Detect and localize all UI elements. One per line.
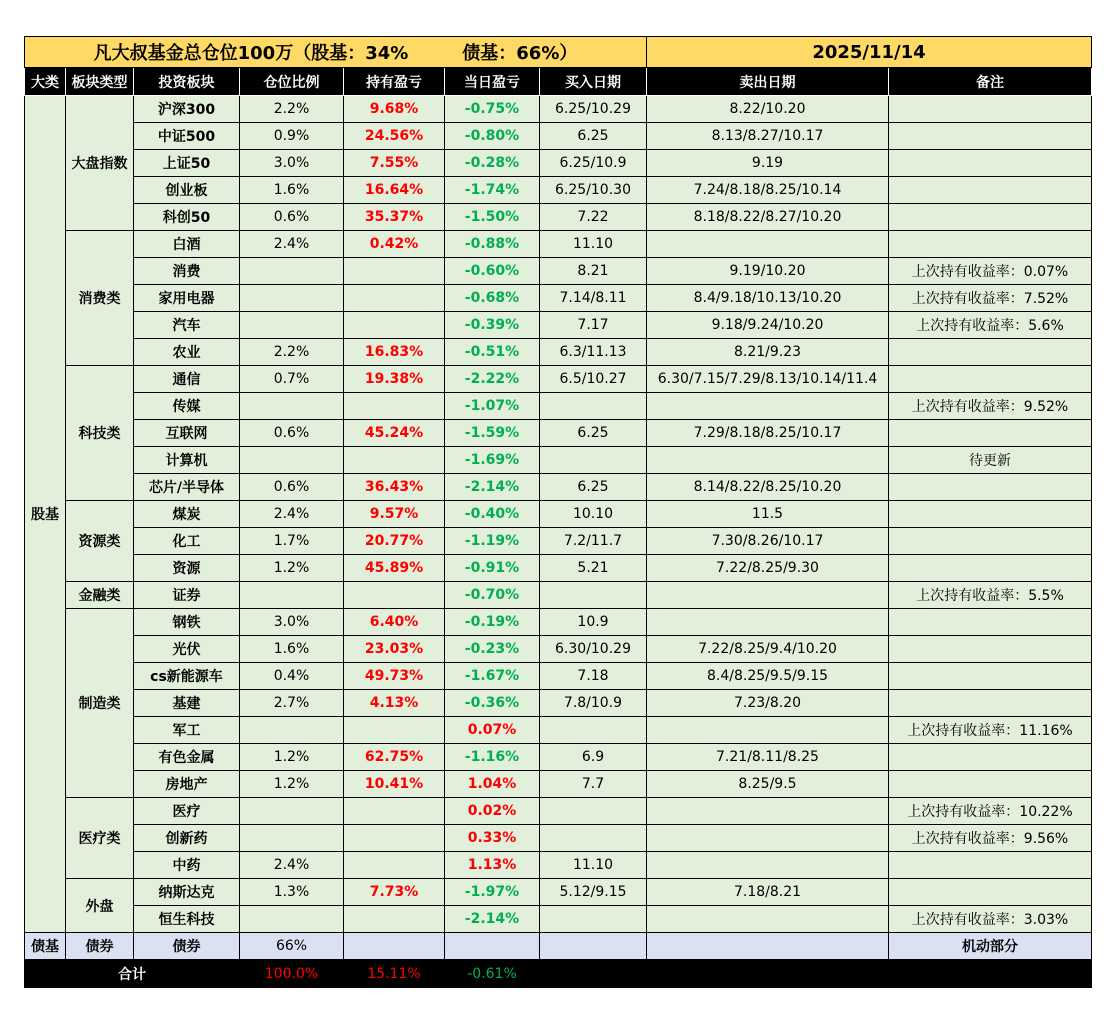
daily-pnl-cell: -1.69% xyxy=(445,447,540,474)
buy-date-cell: 5.12/9.15 xyxy=(540,879,647,906)
position-cell: 0.6% xyxy=(240,204,344,231)
table-row xyxy=(25,393,1092,420)
sell-date-cell: 7.24/8.18/8.25/10.14 xyxy=(647,177,889,204)
sector-cell: 基建 xyxy=(134,690,240,717)
total-empty xyxy=(540,960,1092,988)
sector-cell: 煤炭 xyxy=(134,501,240,528)
table-row xyxy=(25,366,1092,393)
daily-pnl-cell: -0.23% xyxy=(445,636,540,663)
header-holding-pnl: 持有盈亏 xyxy=(344,68,445,96)
buy-date-cell: 6.25/10.30 xyxy=(540,177,647,204)
daily-pnl-cell: -2.14% xyxy=(445,474,540,501)
table-row xyxy=(25,285,1092,312)
sell-date-cell: 7.18/8.21 xyxy=(647,879,889,906)
sector-cell: 沪深300 xyxy=(134,96,240,123)
holding-pnl-cell xyxy=(344,447,445,474)
header-category: 大类 xyxy=(25,68,66,96)
table-row xyxy=(25,420,1092,447)
sector-cell: 化工 xyxy=(134,528,240,555)
buy-date-cell: 7.18 xyxy=(540,663,647,690)
buy-date-cell xyxy=(540,393,647,420)
buy-date-cell: 11.10 xyxy=(540,231,647,258)
sector-type-cell: 消费类 xyxy=(66,231,134,366)
sell-date-cell: 7.23/8.20 xyxy=(647,690,889,717)
buy-date-cell: 10.10 xyxy=(540,501,647,528)
note-cell xyxy=(889,690,1092,717)
table-row xyxy=(25,663,1092,690)
note-cell: 上次持有收益率：9.56% xyxy=(889,825,1092,852)
sector-type-cell: 金融类 xyxy=(66,582,134,609)
table-row xyxy=(25,177,1092,204)
sector-type-cell: 医疗类 xyxy=(66,798,134,879)
buy-date-cell: 6.5/10.27 xyxy=(540,366,647,393)
daily-pnl-cell: 1.04% xyxy=(445,771,540,798)
sector-cell: 资源 xyxy=(134,555,240,582)
note-cell: 上次持有收益率：5.6% xyxy=(889,312,1092,339)
position-cell xyxy=(240,393,344,420)
sell-date-cell: 8.14/8.22/8.25/10.20 xyxy=(647,474,889,501)
sell-date-cell xyxy=(647,717,889,744)
holding-pnl-cell: 9.57% xyxy=(344,501,445,528)
sell-date-cell: 7.22/8.25/9.4/10.20 xyxy=(647,636,889,663)
sell-date-cell: 7.29/8.18/8.25/10.17 xyxy=(647,420,889,447)
header-position: 仓位比例 xyxy=(240,68,344,96)
note-cell xyxy=(889,555,1092,582)
daily-pnl-cell: -0.80% xyxy=(445,123,540,150)
sector-cell: 军工 xyxy=(134,717,240,744)
buy-date-cell: 6.9 xyxy=(540,744,647,771)
table-row xyxy=(25,474,1092,501)
header-row xyxy=(25,68,1092,96)
total-holding-pnl: 15.11% xyxy=(344,960,445,988)
holding-pnl-cell: 45.24% xyxy=(344,420,445,447)
bond-row xyxy=(25,933,1092,960)
table-row xyxy=(25,852,1092,879)
buy-date-cell: 5.21 xyxy=(540,555,647,582)
sell-date-cell xyxy=(647,609,889,636)
sector-cell: 汽车 xyxy=(134,312,240,339)
table-row xyxy=(25,555,1092,582)
table-row xyxy=(25,771,1092,798)
daily-pnl-cell: -0.88% xyxy=(445,231,540,258)
holding-pnl-cell xyxy=(344,906,445,933)
note-cell xyxy=(889,366,1092,393)
holding-pnl-cell xyxy=(344,393,445,420)
sell-date-cell: 8.25/9.5 xyxy=(647,771,889,798)
note-cell xyxy=(889,879,1092,906)
sell-date-cell xyxy=(647,798,889,825)
table-row xyxy=(25,609,1092,636)
holding-pnl-cell: 7.55% xyxy=(344,150,445,177)
position-cell: 2.2% xyxy=(240,96,344,123)
sector-type-cell: 资源类 xyxy=(66,501,134,582)
daily-pnl-cell: -0.40% xyxy=(445,501,540,528)
daily-pnl-cell: 0.07% xyxy=(445,717,540,744)
bond-position-cell: 66% xyxy=(240,933,344,960)
report-date: 2025/11/14 xyxy=(647,37,1092,68)
note-cell xyxy=(889,177,1092,204)
holding-pnl-cell xyxy=(344,285,445,312)
holding-pnl-cell xyxy=(344,258,445,285)
position-cell: 1.2% xyxy=(240,744,344,771)
holding-pnl-cell: 24.56% xyxy=(344,123,445,150)
daily-pnl-cell: -0.60% xyxy=(445,258,540,285)
table-row xyxy=(25,258,1092,285)
sector-cell: 钢铁 xyxy=(134,609,240,636)
sell-date-cell: 7.21/8.11/8.25 xyxy=(647,744,889,771)
buy-date-cell: 11.10 xyxy=(540,852,647,879)
table-row xyxy=(25,582,1092,609)
total-row xyxy=(25,960,1092,988)
buy-date-cell: 6.25 xyxy=(540,123,647,150)
buy-date-cell xyxy=(540,717,647,744)
sector-cell: 芯片/半导体 xyxy=(134,474,240,501)
sell-date-cell: 8.13/8.27/10.17 xyxy=(647,123,889,150)
note-cell: 上次持有收益率：0.07% xyxy=(889,258,1092,285)
table-row xyxy=(25,231,1092,258)
position-cell: 1.2% xyxy=(240,771,344,798)
daily-pnl-cell: -1.16% xyxy=(445,744,540,771)
daily-pnl-cell: 0.02% xyxy=(445,798,540,825)
header-daily-pnl: 当日盈亏 xyxy=(445,68,540,96)
holding-pnl-cell: 23.03% xyxy=(344,636,445,663)
daily-pnl-cell: -2.14% xyxy=(445,906,540,933)
daily-pnl-cell: -1.97% xyxy=(445,879,540,906)
position-cell: 2.4% xyxy=(240,231,344,258)
table-row xyxy=(25,204,1092,231)
note-cell xyxy=(889,150,1092,177)
buy-date-cell: 6.25 xyxy=(540,420,647,447)
position-cell: 1.6% xyxy=(240,636,344,663)
buy-date-cell: 7.8/10.9 xyxy=(540,690,647,717)
holding-pnl-cell: 20.77% xyxy=(344,528,445,555)
sector-cell: 创业板 xyxy=(134,177,240,204)
note-cell xyxy=(889,96,1092,123)
note-cell: 上次持有收益率：5.5% xyxy=(889,582,1092,609)
position-cell: 3.0% xyxy=(240,150,344,177)
note-cell xyxy=(889,528,1092,555)
note-cell xyxy=(889,420,1092,447)
sell-date-cell: 6.30/7.15/7.29/8.13/10.14/11.4 xyxy=(647,366,889,393)
daily-pnl-cell: -0.68% xyxy=(445,285,540,312)
daily-pnl-cell: -1.07% xyxy=(445,393,540,420)
holding-pnl-cell: 10.41% xyxy=(344,771,445,798)
note-cell xyxy=(889,204,1092,231)
table-row xyxy=(25,636,1092,663)
sector-type-cell: 外盘 xyxy=(66,879,134,933)
holding-pnl-cell: 16.83% xyxy=(344,339,445,366)
buy-date-cell: 7.22 xyxy=(540,204,647,231)
buy-date-cell: 6.25/10.9 xyxy=(540,150,647,177)
table-row xyxy=(25,825,1092,852)
note-cell xyxy=(889,609,1092,636)
position-cell: 0.4% xyxy=(240,663,344,690)
note-cell xyxy=(889,852,1092,879)
fund-position-table xyxy=(24,36,1092,988)
position-cell: 2.7% xyxy=(240,690,344,717)
table-row xyxy=(25,717,1092,744)
buy-date-cell xyxy=(540,825,647,852)
holding-pnl-cell xyxy=(344,717,445,744)
table-row xyxy=(25,501,1092,528)
daily-pnl-cell: -0.19% xyxy=(445,609,540,636)
sell-date-cell: 8.21/9.23 xyxy=(647,339,889,366)
position-cell xyxy=(240,906,344,933)
note-cell xyxy=(889,231,1092,258)
header-buy-date: 买入日期 xyxy=(540,68,647,96)
sector-cell: 计算机 xyxy=(134,447,240,474)
table-row xyxy=(25,879,1092,906)
note-cell xyxy=(889,771,1092,798)
sector-cell: 纳斯达克 xyxy=(134,879,240,906)
table-row xyxy=(25,906,1092,933)
note-cell xyxy=(889,339,1092,366)
holding-pnl-cell xyxy=(344,825,445,852)
table-row xyxy=(25,528,1092,555)
sector-cell: 恒生科技 xyxy=(134,906,240,933)
bond-type-cell: 债券 xyxy=(66,933,134,960)
position-cell: 0.6% xyxy=(240,420,344,447)
daily-pnl-cell: -0.75% xyxy=(445,96,540,123)
note-cell: 上次持有收益率：11.16% xyxy=(889,717,1092,744)
bond-sector-cell: 债券 xyxy=(134,933,240,960)
holding-pnl-cell: 62.75% xyxy=(344,744,445,771)
sell-date-cell xyxy=(647,906,889,933)
sell-date-cell xyxy=(647,582,889,609)
sector-cell: 创新药 xyxy=(134,825,240,852)
sector-cell: 家用电器 xyxy=(134,285,240,312)
position-cell: 1.3% xyxy=(240,879,344,906)
table-row xyxy=(25,312,1092,339)
sector-type-cell: 制造类 xyxy=(66,609,134,798)
sell-date-cell: 11.5 xyxy=(647,501,889,528)
buy-date-cell: 7.14/8.11 xyxy=(540,285,647,312)
sector-cell: 医疗 xyxy=(134,798,240,825)
table-row xyxy=(25,447,1092,474)
sector-cell: 光伏 xyxy=(134,636,240,663)
daily-pnl-cell: 0.33% xyxy=(445,825,540,852)
note-cell xyxy=(889,123,1092,150)
position-cell: 1.2% xyxy=(240,555,344,582)
table-row xyxy=(25,339,1092,366)
sell-date-cell: 9.19/10.20 xyxy=(647,258,889,285)
daily-pnl-cell: -0.39% xyxy=(445,312,540,339)
buy-date-cell xyxy=(540,582,647,609)
daily-pnl-cell: -0.91% xyxy=(445,555,540,582)
position-cell xyxy=(240,312,344,339)
bond-buy-date-cell xyxy=(540,933,647,960)
note-cell xyxy=(889,474,1092,501)
total-position: 100.0% xyxy=(240,960,344,988)
holding-pnl-cell xyxy=(344,582,445,609)
holding-pnl-cell: 9.68% xyxy=(344,96,445,123)
sector-type-cell: 大盘指数 xyxy=(66,96,134,231)
sector-cell: 上证50 xyxy=(134,150,240,177)
position-cell xyxy=(240,717,344,744)
sector-cell: cs新能源车 xyxy=(134,663,240,690)
daily-pnl-cell: -1.50% xyxy=(445,204,540,231)
holding-pnl-cell: 45.89% xyxy=(344,555,445,582)
position-cell xyxy=(240,798,344,825)
sell-date-cell xyxy=(647,447,889,474)
sector-cell: 传媒 xyxy=(134,393,240,420)
sell-date-cell xyxy=(647,393,889,420)
position-cell: 0.6% xyxy=(240,474,344,501)
sell-date-cell: 7.22/8.25/9.30 xyxy=(647,555,889,582)
sector-cell: 白酒 xyxy=(134,231,240,258)
note-cell xyxy=(889,663,1092,690)
position-cell: 2.2% xyxy=(240,339,344,366)
note-cell xyxy=(889,636,1092,663)
table-row xyxy=(25,798,1092,825)
sector-cell: 科创50 xyxy=(134,204,240,231)
buy-date-cell: 10.9 xyxy=(540,609,647,636)
note-cell xyxy=(889,744,1092,771)
daily-pnl-cell: -0.36% xyxy=(445,690,540,717)
bond-note-cell: 机动部分 xyxy=(889,933,1092,960)
holding-pnl-cell: 6.40% xyxy=(344,609,445,636)
buy-date-cell xyxy=(540,906,647,933)
position-cell: 0.9% xyxy=(240,123,344,150)
holding-pnl-cell xyxy=(344,852,445,879)
holding-pnl-cell: 7.73% xyxy=(344,879,445,906)
buy-date-cell: 6.25/10.29 xyxy=(540,96,647,123)
sector-cell: 证券 xyxy=(134,582,240,609)
position-cell: 1.7% xyxy=(240,528,344,555)
sector-cell: 中药 xyxy=(134,852,240,879)
sector-type-cell: 科技类 xyxy=(66,366,134,501)
sell-date-cell: 9.19 xyxy=(647,150,889,177)
daily-pnl-cell: -0.28% xyxy=(445,150,540,177)
table-row xyxy=(25,690,1092,717)
daily-pnl-cell: 1.13% xyxy=(445,852,540,879)
buy-date-cell xyxy=(540,798,647,825)
table-row xyxy=(25,123,1092,150)
bond-category-cell: 债基 xyxy=(25,933,66,960)
sell-date-cell: 8.4/8.25/9.5/9.15 xyxy=(647,663,889,690)
holding-pnl-cell: 35.37% xyxy=(344,204,445,231)
position-cell: 3.0% xyxy=(240,609,344,636)
sector-cell: 通信 xyxy=(134,366,240,393)
holding-pnl-cell: 49.73% xyxy=(344,663,445,690)
header-sell-date: 卖出日期 xyxy=(647,68,889,96)
note-cell: 上次持有收益率：10.22% xyxy=(889,798,1092,825)
buy-date-cell: 7.2/11.7 xyxy=(540,528,647,555)
holding-pnl-cell: 19.38% xyxy=(344,366,445,393)
position-cell xyxy=(240,582,344,609)
daily-pnl-cell: -0.70% xyxy=(445,582,540,609)
position-cell: 0.7% xyxy=(240,366,344,393)
total-daily-pnl: -0.61% xyxy=(445,960,540,988)
sector-cell: 有色金属 xyxy=(134,744,240,771)
position-cell xyxy=(240,258,344,285)
position-cell xyxy=(240,825,344,852)
position-cell: 2.4% xyxy=(240,852,344,879)
buy-date-cell: 6.25 xyxy=(540,474,647,501)
table-row xyxy=(25,150,1092,177)
buy-date-cell: 6.30/10.29 xyxy=(540,636,647,663)
sector-cell: 中证500 xyxy=(134,123,240,150)
daily-pnl-cell: -1.59% xyxy=(445,420,540,447)
bond-daily-pnl-cell xyxy=(445,933,540,960)
position-cell xyxy=(240,285,344,312)
daily-pnl-cell: -1.74% xyxy=(445,177,540,204)
note-cell: 上次持有收益率：7.52% xyxy=(889,285,1092,312)
buy-date-cell: 6.3/11.13 xyxy=(540,339,647,366)
daily-pnl-cell: -0.51% xyxy=(445,339,540,366)
sell-date-cell xyxy=(647,231,889,258)
sell-date-cell: 7.30/8.26/10.17 xyxy=(647,528,889,555)
header-sector-type: 板块类型 xyxy=(66,68,134,96)
note-cell: 上次持有收益率：9.52% xyxy=(889,393,1092,420)
note-cell xyxy=(889,501,1092,528)
category-cell: 股基 xyxy=(25,96,66,933)
buy-date-cell: 7.7 xyxy=(540,771,647,798)
title-row xyxy=(25,37,1092,68)
position-cell xyxy=(240,447,344,474)
holding-pnl-cell xyxy=(344,798,445,825)
sector-cell: 互联网 xyxy=(134,420,240,447)
header-sector: 投资板块 xyxy=(134,68,240,96)
sell-date-cell: 8.4/9.18/10.13/10.20 xyxy=(647,285,889,312)
daily-pnl-cell: -1.19% xyxy=(445,528,540,555)
holding-pnl-cell: 0.42% xyxy=(344,231,445,258)
note-cell: 待更新 xyxy=(889,447,1092,474)
table-title: 凡大叔基金总仓位100万（股基：34% 债基：66%） xyxy=(25,37,647,68)
buy-date-cell: 8.21 xyxy=(540,258,647,285)
sector-cell: 消费 xyxy=(134,258,240,285)
header-note: 备注 xyxy=(889,68,1092,96)
table-row xyxy=(25,96,1092,123)
holding-pnl-cell: 36.43% xyxy=(344,474,445,501)
bond-holding-pnl-cell xyxy=(344,933,445,960)
sector-cell: 房地产 xyxy=(134,771,240,798)
buy-date-cell: 7.17 xyxy=(540,312,647,339)
sell-date-cell xyxy=(647,852,889,879)
sell-date-cell: 8.18/8.22/8.27/10.20 xyxy=(647,204,889,231)
sector-cell: 农业 xyxy=(134,339,240,366)
sell-date-cell: 8.22/10.20 xyxy=(647,96,889,123)
holding-pnl-cell xyxy=(344,312,445,339)
position-cell: 2.4% xyxy=(240,501,344,528)
sell-date-cell: 9.18/9.24/10.20 xyxy=(647,312,889,339)
bond-sell-date-cell xyxy=(647,933,889,960)
buy-date-cell xyxy=(540,447,647,474)
total-label: 合计 xyxy=(25,960,240,988)
sell-date-cell xyxy=(647,825,889,852)
position-cell: 1.6% xyxy=(240,177,344,204)
daily-pnl-cell: -1.67% xyxy=(445,663,540,690)
holding-pnl-cell: 16.64% xyxy=(344,177,445,204)
daily-pnl-cell: -2.22% xyxy=(445,366,540,393)
note-cell: 上次持有收益率：3.03% xyxy=(889,906,1092,933)
holding-pnl-cell: 4.13% xyxy=(344,690,445,717)
table-row xyxy=(25,744,1092,771)
